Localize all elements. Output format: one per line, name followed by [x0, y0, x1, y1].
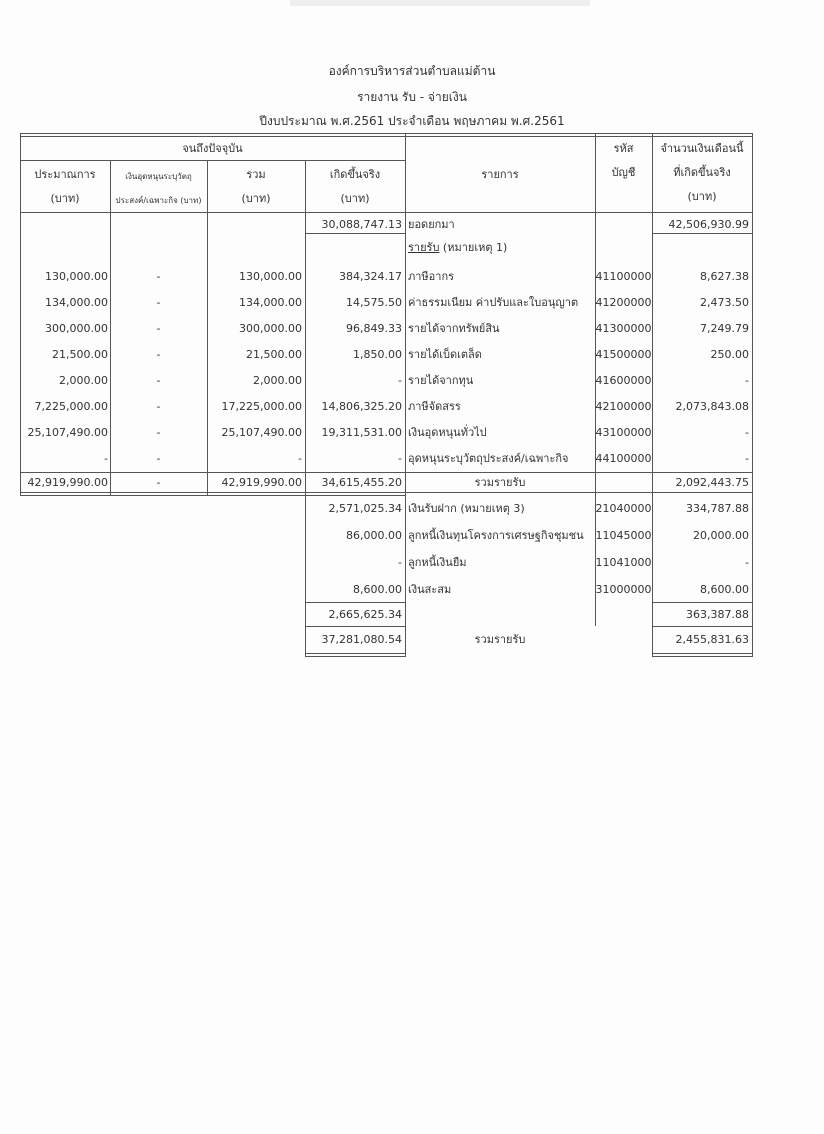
- col-total: รวม: [246, 168, 266, 181]
- row-actual: 2,571,025.34: [328, 502, 402, 515]
- row-actual: 96,849.33: [346, 322, 402, 335]
- row-month: -: [745, 426, 749, 439]
- row-code: 11045000: [595, 529, 652, 542]
- row-actual: 1,850.00: [353, 348, 402, 361]
- row-item: ภาษีจัดสรร: [408, 400, 461, 413]
- row-item: เงินรับฝาก (หมายเหตุ 3): [408, 502, 525, 515]
- report-title: รายงาน รับ - จ่ายเงิน: [357, 90, 467, 104]
- period-title: ปีงบประมาณ พ.ศ.2561 ประจำเดือน พฤษภาคม พ.ศ.2561: [259, 114, 565, 128]
- income-heading-note: (หมายเหตุ 1): [442, 241, 508, 254]
- row-code: 41500000: [595, 348, 652, 361]
- row-code: 41300000: [595, 322, 652, 335]
- row-actual: 86,000.00: [346, 529, 402, 542]
- row-subsidy: -: [156, 270, 161, 283]
- row-item: รายได้เบ็ดเตล็ด: [408, 348, 482, 361]
- row-item: รายได้จากทุน: [408, 374, 474, 387]
- row-item: ลูกหนี้เงินยืม: [408, 556, 467, 569]
- row-item: ลูกหนี้เงินทุนโครงการเศรษฐกิจชุมชน: [408, 529, 584, 542]
- carry-forward-actual: 30,088,747.13: [321, 218, 402, 231]
- row-actual: 19,311,531.00: [321, 426, 402, 439]
- col-total-unit: (บาท): [241, 192, 271, 205]
- row-month: -: [745, 374, 749, 387]
- org-title: องค์การบริหารส่วนตำบลแม่ต้าน: [328, 64, 496, 78]
- row-actual: 8,600.00: [353, 583, 402, 596]
- subtotal-actual: 2,665,625.34: [328, 608, 402, 621]
- row-month: -: [745, 556, 749, 569]
- row-month: 7,249.79: [700, 322, 749, 335]
- subtotal-month: 363,387.88: [686, 608, 749, 621]
- row-code: 41200000: [595, 296, 652, 309]
- col-subsidy-2: ประสงค์/เฉพาะกิจ (บาท): [115, 196, 202, 205]
- row-total: 130,000.00: [239, 270, 302, 283]
- row-total: 21,500.00: [246, 348, 302, 361]
- income-heading-label: รายรับ: [408, 241, 440, 254]
- row-month: 20,000.00: [693, 529, 749, 542]
- row-actual: 14,806,325.20: [321, 400, 402, 413]
- row-actual: -: [398, 452, 402, 465]
- row-estimate: 130,000.00: [45, 270, 108, 283]
- row-code: 41600000: [595, 374, 652, 387]
- grand-total-actual: 37,281,080.54: [321, 633, 402, 646]
- row-actual: -: [398, 556, 402, 569]
- row-subsidy: -: [156, 374, 161, 387]
- row-code: 43100000: [595, 426, 652, 439]
- row-item: อุดหนุนระบุวัตถุประสงค์/เฉพาะกิจ: [408, 452, 569, 465]
- row-total: 17,225,000.00: [221, 400, 302, 413]
- row-total: 134,000.00: [239, 296, 302, 309]
- row-actual: 384,324.17: [339, 270, 402, 283]
- row-subsidy: -: [156, 426, 161, 439]
- col-group-header: จนถึงปัจจุบัน: [182, 142, 243, 155]
- row-month: -: [745, 452, 749, 465]
- row-code: 31000000: [595, 583, 652, 596]
- col-actual-unit: (บาท): [340, 192, 370, 205]
- row-month: 8,600.00: [700, 583, 749, 596]
- col-actual: เกิดขึ้นจริง: [329, 168, 381, 181]
- grand-total-label: รวมรายรับ: [474, 633, 526, 646]
- row-month: 8,627.38: [700, 270, 749, 283]
- income-total-month: 2,092,443.75: [675, 476, 749, 489]
- carry-forward-label: ยอดยกมา: [408, 218, 455, 231]
- row-estimate: 25,107,490.00: [27, 426, 108, 439]
- row-estimate: 21,500.00: [52, 348, 108, 361]
- col-estimate: ประมาณการ: [34, 168, 96, 181]
- carry-forward-month: 42,506,930.99: [668, 218, 749, 231]
- row-code: 11041000: [595, 556, 652, 569]
- income-total-actual: 34,615,455.20: [321, 476, 402, 489]
- col-code-1: รหัส: [613, 142, 634, 155]
- row-estimate: 2,000.00: [59, 374, 108, 387]
- row-subsidy: -: [156, 296, 161, 309]
- row-code: 41100000: [595, 270, 652, 283]
- income-total-subsidy: -: [156, 476, 161, 489]
- grand-total-month: 2,455,831.63: [675, 633, 749, 646]
- income-heading: [408, 241, 507, 255]
- row-month: 2,473.50: [700, 296, 749, 309]
- col-subsidy: เงินอุดหนุนระบุวัตถุ: [125, 172, 192, 181]
- row-code: 44100000: [595, 452, 652, 465]
- row-item: เงินอุดหนุนทั่วไป: [408, 426, 487, 439]
- row-estimate: 134,000.00: [45, 296, 108, 309]
- row-month: 334,787.88: [686, 502, 749, 515]
- row-actual: -: [398, 374, 402, 387]
- row-estimate: 300,000.00: [45, 322, 108, 335]
- row-code: 21040000: [595, 502, 652, 515]
- col-estimate-unit: (บาท): [50, 192, 80, 205]
- scan-artifact: [290, 0, 590, 6]
- row-total: -: [298, 452, 302, 465]
- income-total-label: รวมรายรับ: [474, 476, 526, 489]
- row-month: 2,073,843.08: [675, 400, 749, 413]
- col-month-2: ที่เกิดขึ้นจริง: [673, 166, 731, 179]
- row-subsidy: -: [156, 322, 161, 335]
- income-total-estimate: 42,919,990.00: [27, 476, 108, 489]
- row-code: 42100000: [595, 400, 652, 413]
- row-month: 250.00: [710, 348, 749, 361]
- row-item: ภาษีอากร: [408, 270, 455, 283]
- col-month-unit: (บาท): [687, 190, 717, 203]
- income-total-total: 42,919,990.00: [221, 476, 302, 489]
- col-month-1: จำนวนเงินเดือนนี้: [660, 142, 744, 155]
- row-item: รายได้จากทรัพย์สิน: [408, 322, 500, 335]
- row-total: 25,107,490.00: [221, 426, 302, 439]
- row-subsidy: -: [156, 452, 161, 465]
- row-subsidy: -: [156, 400, 161, 413]
- row-actual: 14,575.50: [346, 296, 402, 309]
- row-total: 300,000.00: [239, 322, 302, 335]
- row-item: ค่าธรรมเนียม ค่าปรับและใบอนุญาต: [408, 296, 579, 309]
- row-subsidy: -: [156, 348, 161, 361]
- row-total: 2,000.00: [253, 374, 302, 387]
- row-item: เงินสะสม: [408, 583, 452, 596]
- row-estimate: 7,225,000.00: [34, 400, 108, 413]
- row-estimate: -: [104, 452, 108, 465]
- col-item: รายการ: [481, 168, 519, 181]
- col-code-2: บัญชี: [611, 166, 636, 179]
